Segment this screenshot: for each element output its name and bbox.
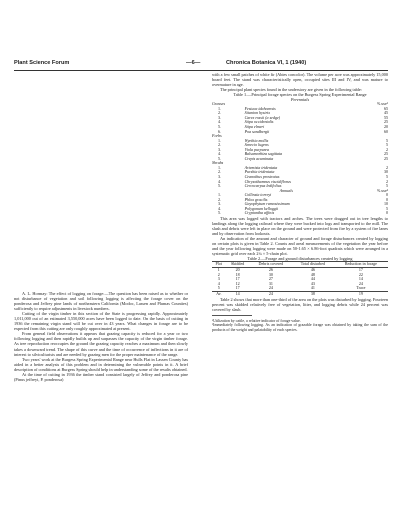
table-row: 3. Gayophytum ramosissimum 10 (218, 201, 388, 207)
paragraph: with a few small patches of white fir (Abies concolor). The volume per acre was approximately 15,000 board feet. The stand was characteristically open, occupied sites III and IV, and was mature to overmature in age. (212, 72, 388, 88)
table-row: 2. Sitanion hystrix 45 (218, 110, 388, 116)
table2 (212, 261, 388, 296)
table-row: 4. Polygonum kelloggii 5 (218, 205, 388, 211)
group-label: Grasses (212, 101, 226, 107)
table-row: 3. Ceanothus prostratus 5 (218, 174, 388, 180)
header-left: Plant Science Forum (14, 60, 70, 66)
footnote: ²Immediately following logging. As an indication of grazable forage was obtained by taking the sum of the products of the weight and palatability of each species. (212, 323, 388, 332)
table-row: 1. Collinsia torreyi 0 (218, 192, 388, 198)
table-row: 4. Stipa occidentalis 25 (218, 119, 388, 125)
paragraph: Cutting of the virgin timber in this section of the State is progressing rapidly. Approximately 1,011,000 out of an estimated 3,550,000 acres have been logged to date. On the basis of cutting in 1936 the remaining virgin stand will be cut over in 43 years. What changes in forage are to be expected from this cutting are only roughly approximated at present. (14, 311, 188, 332)
table1-subcaption: Perennials (290, 97, 310, 103)
table1 (212, 102, 388, 216)
table-row: 4 12 31 43 24 (217, 280, 363, 286)
paragraph: Two years' work at the Burgess Spring Experimental Range near Hulls Flat in Lassen County has aided in a better analysis of this problem and in determining the vulnerable points in it. A brief description of conditions at Burgess Spring should help in understanding some of the results obtained. (14, 356, 188, 372)
footnote-separator (212, 315, 252, 316)
column-header: Plot (215, 261, 223, 267)
paragraph: This area was logged with tractors and arches. The trees were dragged out in tree lengths to landings along the logging railroad where they were bucked into logs and transported to the mill. The slash and debris were left in place on the ground and were protected from fire by a system of fire lanes and by observation from lookouts. (212, 215, 388, 237)
table-row: 5. Cercocarpus ledifolius 5 (218, 183, 388, 189)
table1-caption: Table 1.—Principal forage species on the Burgess Spring Experimental Range (233, 92, 367, 98)
column-header: Skidded (231, 261, 245, 267)
table-row: 3. Carex rossii (a sedge) 55 (218, 114, 388, 120)
table-row: 5. Crepis acuminata 25 (218, 155, 388, 161)
table-avg-row: Av. 14 24 38 19 (216, 290, 363, 296)
group-label: Shrubs (212, 160, 224, 166)
annuals-unit: % use² (377, 187, 388, 193)
running-header (14, 60, 388, 70)
column-header: Reduction in forage (344, 261, 377, 267)
table-row: 6. Poa sandbergii 60 (218, 128, 388, 134)
paragraph: An indication of the amount and character of ground and forage disturbances created by logging on certain plots is given in Table 2. Counts and areal measurements of the vegetation the year before and the year following logging were made on 50-1.65 × 6.86-foot quadrats which were arranged in a systematic grid over each 2¼ × 5-chain plot. (212, 236, 388, 257)
paragraph: A. L. Hormay: The effect of logging on forage:—The question has been raised as to whether or not disturbance of vegetation and soil following logging is affecting the forage cover on the ponderosa and Jeffrey pine lands of northeastern California (Modoc, Lassen and Plumas Counties) sufficiently to require adjustments in livestock numbers. (14, 291, 188, 312)
unit-header: % use¹ (377, 101, 388, 107)
table-row: 2. Phlox gracilis 0 (218, 196, 388, 202)
table-row: 2 18 30 48 22 (217, 271, 363, 277)
right-column (212, 72, 388, 332)
column-header: Debris covered (258, 261, 284, 267)
table-row: 4. Balsamorhiza sagittata 25 (218, 151, 388, 157)
table-row: 4. Chrysothamnus viscidiflorus 2 (218, 178, 388, 184)
table-row: 2. Senecio lugens 5 (218, 142, 388, 148)
table-row: 3 17 27 44 14 (217, 276, 363, 282)
paragraph: From general field observations it appears that grazing capacity is reduced for a year or two following logging and then rapidly builds up and surpasses the capacity of the virgin timber forage. As tree reproduction reoccupies the ground the grazing capacity reaches a maximum and then slowly takes a downward trend. The shape of this curve and the time of occurrence of inflections in it are of interest to silviculturists and are needed by grazing men for the proper maintenance of the range. (14, 331, 188, 357)
table-row: 1. Artemisia tridentata 2 (218, 164, 388, 170)
header-page-number: —6— (186, 60, 201, 66)
table-row: 1 20 26 46 17 (217, 266, 363, 272)
table-row: 5. Stipa elmeri 20 (218, 124, 388, 130)
left-column (14, 291, 188, 382)
footnote: ¹Utilization by cattle, a relative indicator of forage value. (212, 318, 301, 323)
table-row: 2. Purshia tridentata 30 (218, 169, 388, 175)
column-header: Total disturbed (300, 261, 326, 267)
group-label: Forbs (212, 133, 222, 139)
header-right: Chronica Botanica VI, 1 (1940) (226, 60, 307, 66)
table-row: 1. Festuca idahoensis 65 (218, 105, 388, 111)
paragraph: Table 2 shows that more than one-third of the area on the plots was disturbed by logging. Fourteen percent was skidded relatively free of vegetation, litter, and logging debris while 24 percent was covered by slash. (212, 296, 388, 312)
table-row: 1. Wyethia mollis 5 (218, 137, 388, 143)
table2-caption: Table 2.—Forage and ground disturbances created by logging (247, 256, 353, 262)
table-row: 5 17 24 41 Trace (217, 285, 366, 291)
annuals-caption: Annuals (279, 187, 293, 193)
paragraph: The principal plant species found in the understory are given in the following table: (220, 87, 362, 93)
table-row: 5. Cryptantha affinis 0 (218, 210, 388, 216)
paragraph: At the time of cutting in 1936 the timber stand consisted largely of Jeffrey and ponderosa pine (Pinus jeffreyi, P. ponderosa) (14, 371, 188, 382)
header-rule (14, 70, 388, 71)
table-row: 3. Viola purpurea 2 (218, 146, 388, 152)
